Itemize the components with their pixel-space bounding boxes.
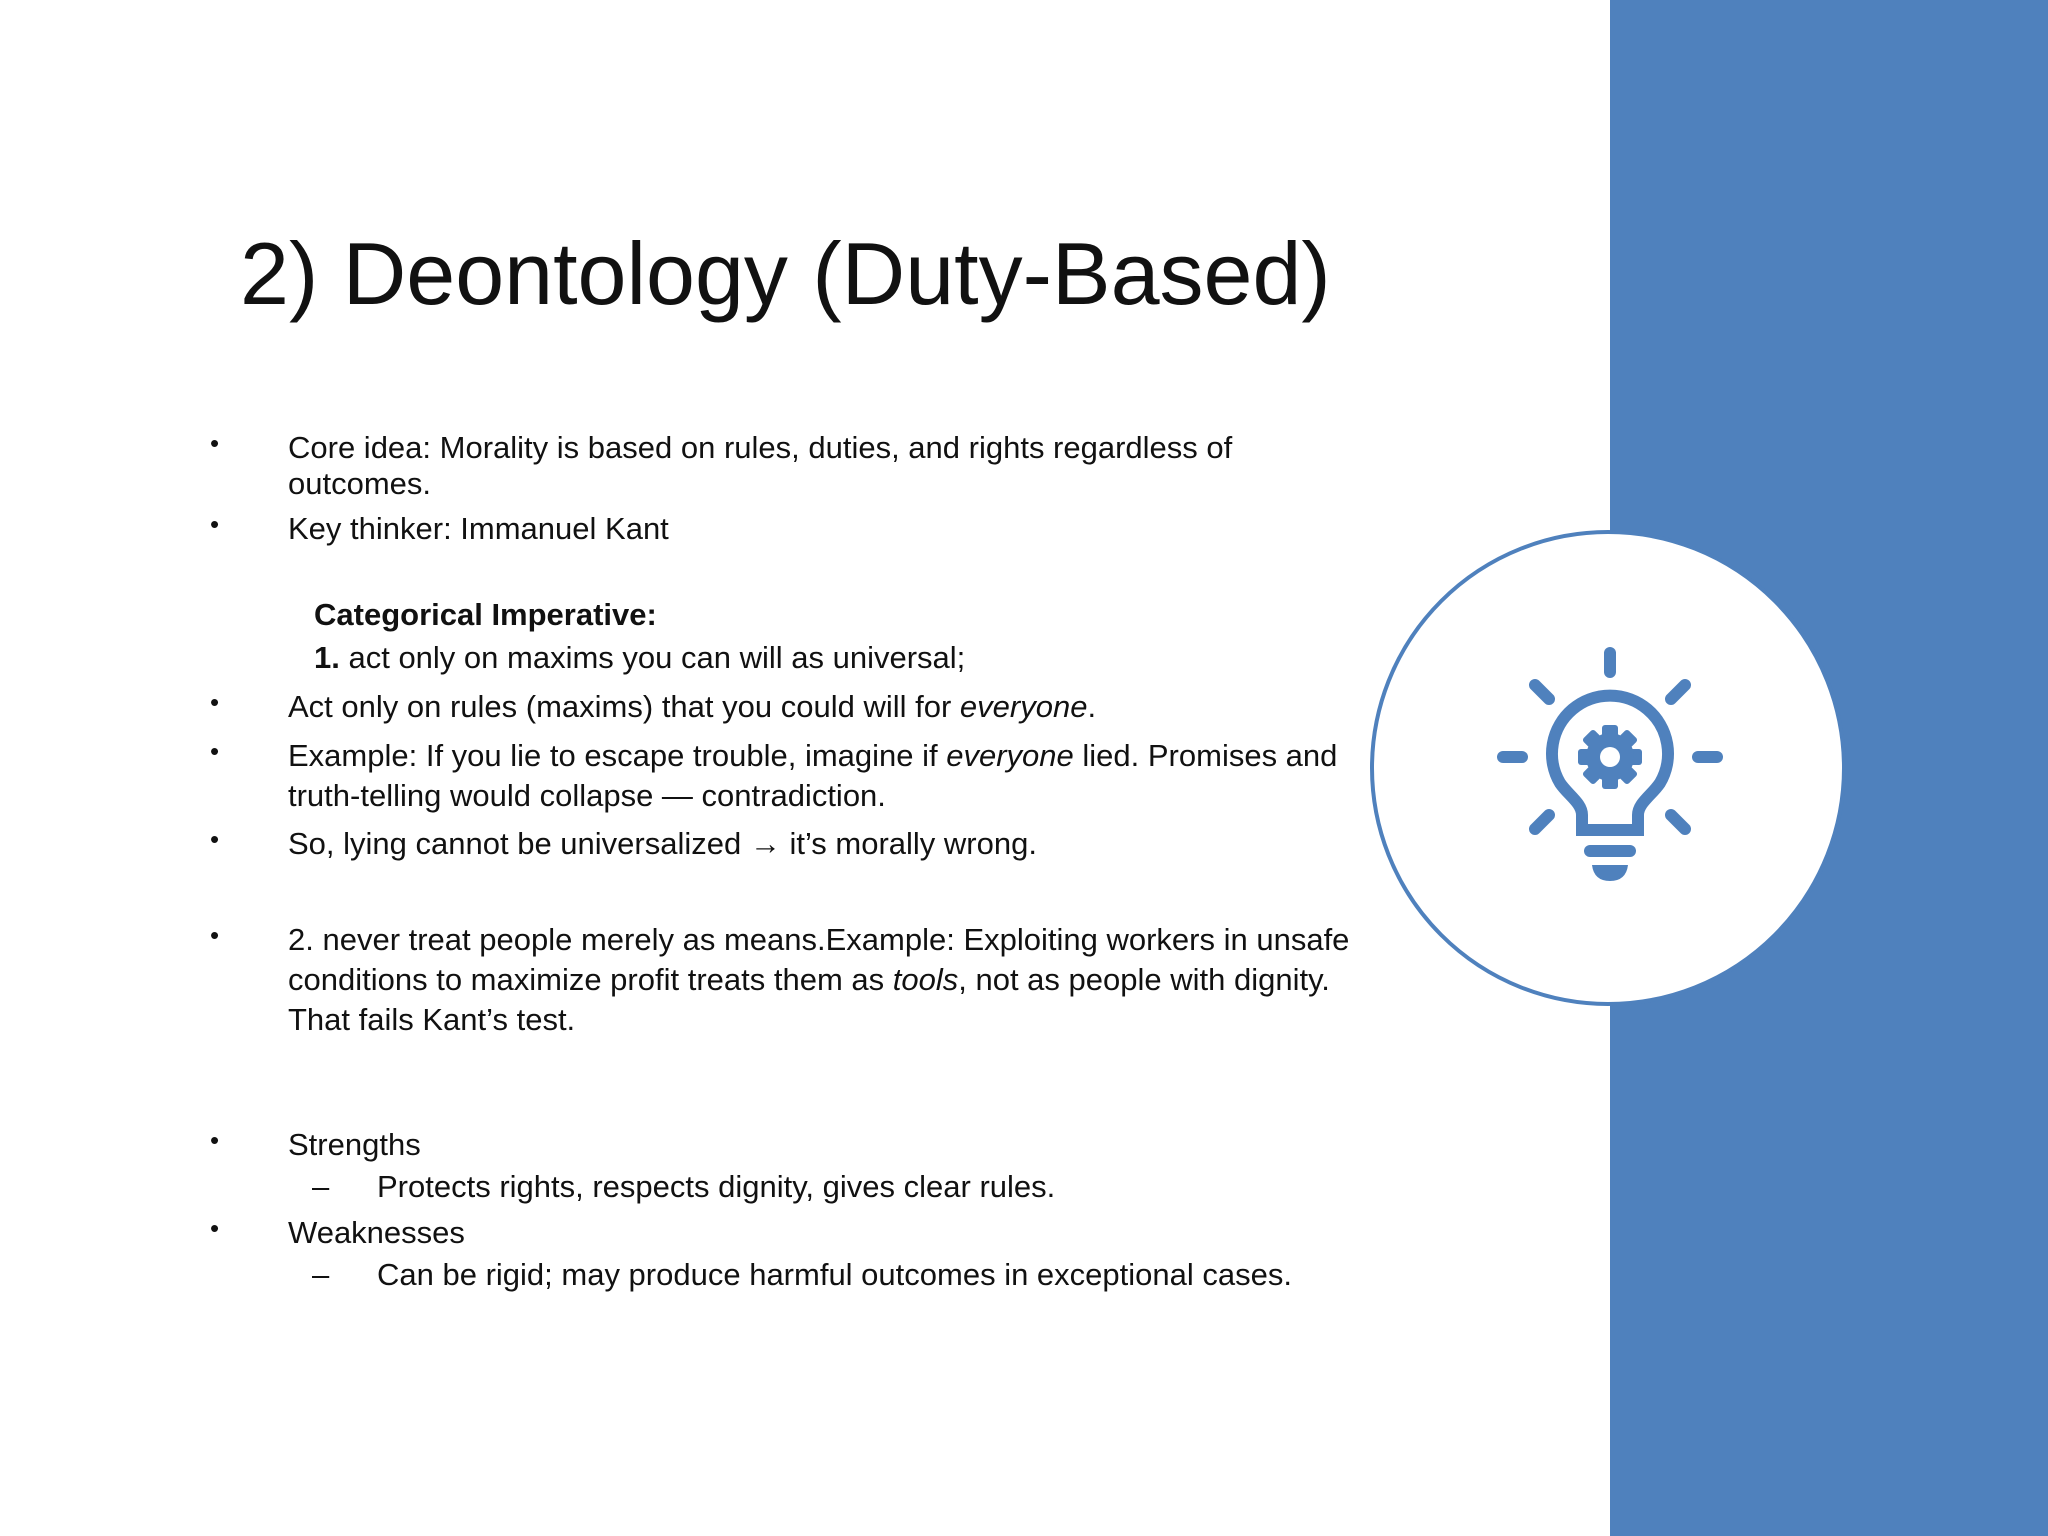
- example-line-1: Example: If you lie to escape trouble, imagine if everyone lied. Promises and: [288, 738, 1338, 773]
- bullet-strengths: •: [210, 1125, 220, 1155]
- bullet-act-only: •: [210, 687, 220, 717]
- bullet-never-treat: •: [210, 920, 220, 950]
- categorical-imperative-heading: Categorical Imperative:: [314, 597, 657, 632]
- lightbulb-gear-icon: [1495, 645, 1725, 890]
- key-thinker-text: Key thinker: Immanuel Kant: [288, 511, 669, 546]
- core-idea-line-1: Core idea: Morality is based on rules, duties, and rights regardless of: [288, 430, 1233, 465]
- strengths-heading: Strengths: [288, 1127, 421, 1162]
- slide-title: 2) Deontology (Duty-Based): [240, 224, 1331, 323]
- bullet-core-idea: •: [210, 428, 220, 458]
- bullet-key-thinker: •: [210, 509, 220, 539]
- weaknesses-detail: Can be rigid; may produce harmful outcomes in exceptional cases.: [377, 1257, 1292, 1292]
- never-treat-line-3: That fails Kant’s test.: [288, 1002, 576, 1037]
- bullet-example: •: [210, 736, 220, 766]
- so-lying-text: So, lying cannot be universalized → it’s morally wrong.: [288, 826, 1037, 861]
- example-line-2: truth-telling would collapse — contradiction.: [288, 778, 886, 813]
- core-idea-line-2: outcomes.: [288, 466, 432, 501]
- act-only-text: Act only on rules (maxims) that you could will for everyone.: [288, 689, 1097, 724]
- strengths-detail: Protects rights, respects dignity, gives clear rules.: [377, 1169, 1056, 1204]
- categorical-imperative-rule-1: 1. act only on maxims you can will as universal;: [314, 640, 966, 675]
- dash-strengths: –: [312, 1169, 330, 1204]
- bullet-weaknesses: •: [210, 1213, 220, 1243]
- weaknesses-heading: Weaknesses: [288, 1215, 465, 1250]
- never-treat-line-1: 2. never treat people merely as means.Example: Exploiting workers in unsafe: [288, 922, 1350, 957]
- dash-weaknesses: –: [312, 1257, 330, 1292]
- never-treat-line-2: conditions to maximize profit treats them as tools, not as people with dignity.: [288, 962, 1330, 997]
- bullet-so-lying: •: [210, 824, 220, 854]
